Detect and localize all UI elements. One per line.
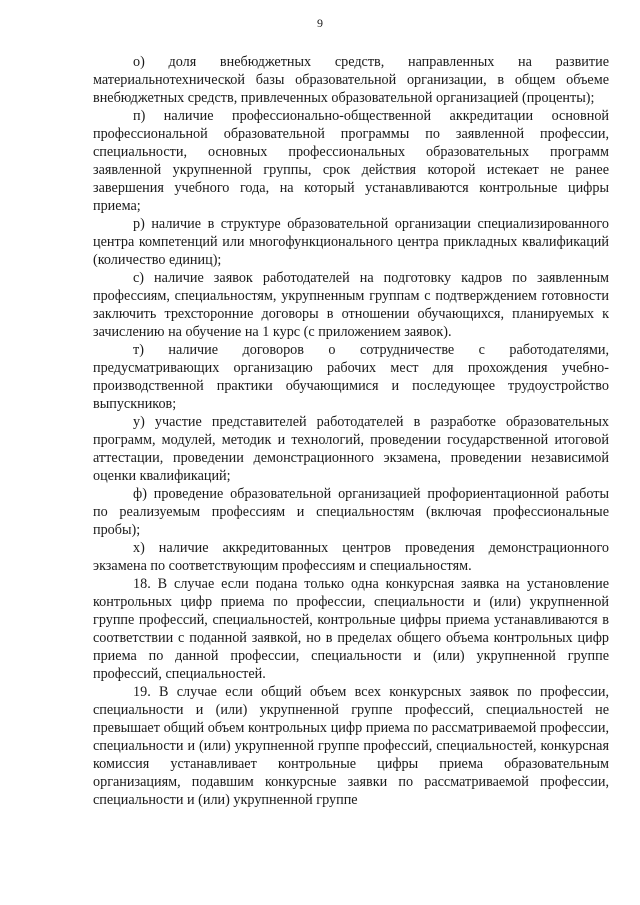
page-number: 9 — [317, 16, 323, 30]
paragraph-u: у) участие представителей работодателей в разработке образовательных программ, модулей, методик и технологий, проведении государственной итоговой аттестации, проведении демонстрационного экзамена, проведении независимой оценки квалификаций; — [93, 414, 609, 484]
paragraph-f: ф) проведение образовательной организацией профориентационной работы по реализуемым профессиям и специальностям (включая профессиональные пробы); — [93, 486, 609, 538]
paragraph-s: с) наличие заявок работодателей на подготовку кадров по заявленным профессиям, специальностям, укрупненным группам с подтверждением готовности заключить трехсторонние договоры в отношении обучающихся, планируемых к зачислению на обучение на 1 курс (с приложением заявок). — [93, 270, 609, 340]
paragraph-r: р) наличие в структуре образовательной организации специализированного центра компетенций или многофункционального центра прикладных квалификаций (количество единиц); — [93, 216, 609, 268]
paragraph-p: п) наличие профессионально-общественной аккредитации основной профессиональной образовательной программы по заявленной профессии, специальности, основных профессиональных образовательных программ заявленной укрупненной группы, срок действия которой истекает не ранее завершения учебного года, на который устанавливаются контрольные цифры приема; — [93, 108, 609, 214]
paragraph-19: 19. В случае если общий объем всех конкурсных заявок по профессии, специальности и (или) укрупненной группе профессий, специальностей не превышает общий объем контрольных цифр приема по рассматриваемой профессии, специальности и (или) укрупненной группе профессий, специальностей, конкурсная комиссия устанавливает контрольные цифры приема образовательным организациям, подавшим конкурсные заявки по рассматриваемой профессии, специальности и (или) укрупненной группе — [93, 684, 609, 808]
paragraph-t: т) наличие договоров о сотрудничестве с работодателями, предусматривающих организацию рабочих мест для прохождения учебно-производственной практики обучающимися и последующее трудоустройство выпускников; — [93, 342, 609, 412]
paragraph-kh: х) наличие аккредитованных центров проведения демонстрационного экзамена по соответствующим профессиям и специальностям. — [93, 540, 609, 574]
document-body — [93, 53, 609, 809]
paragraph-18: 18. В случае если подана только одна конкурсная заявка на установление контрольных цифр приема по профессии, специальности и (или) укрупненной группе профессий, специальностей, контрольные цифры приема устанавливаются в соответствии с поданной заявкой, но в пределах общего объема контрольных цифр приема по данной профессии, специальности и (или) укрупненной группе профессий, специальностей. — [93, 576, 609, 682]
paragraph-o: о) доля внебюджетных средств, направленных на развитие материальнотехнической базы образовательной организации, в общем объеме внебюджетных средств, привлеченных образовательной организацией (проценты); — [93, 54, 609, 106]
